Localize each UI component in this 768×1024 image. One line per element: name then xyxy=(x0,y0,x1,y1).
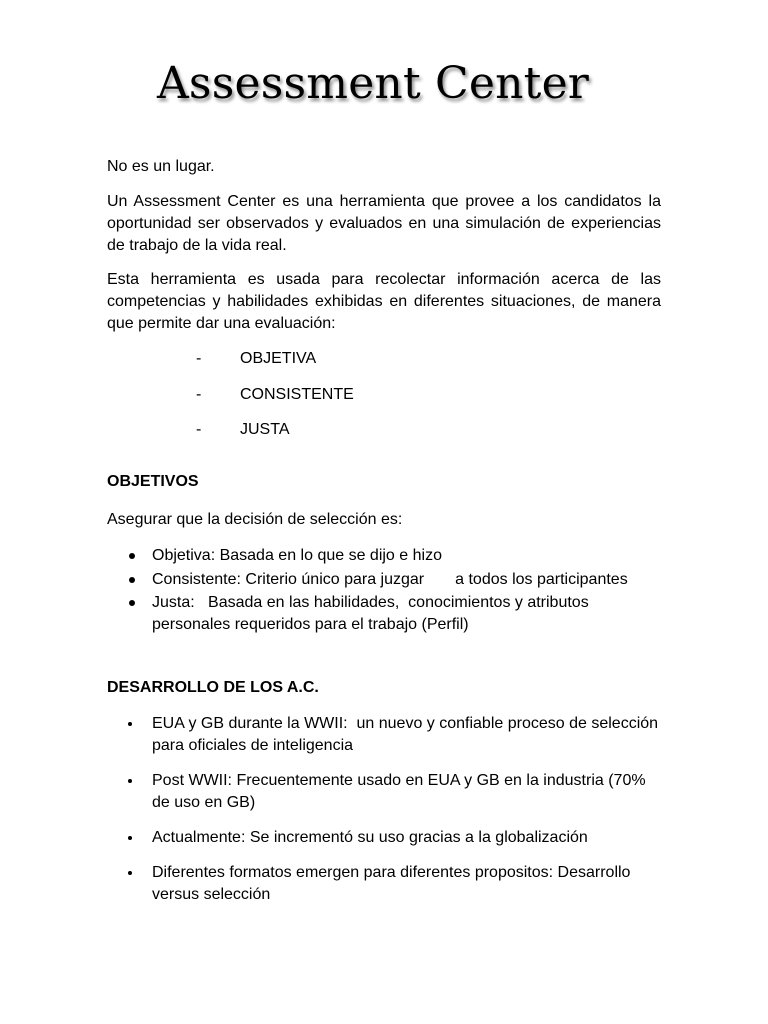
list-item xyxy=(107,862,661,906)
evaluation-item-consistente: CONSISTENTE xyxy=(240,385,354,403)
objetivo-item-text: Justa: Basada en las habilidades, conocimientos y atributos personales requeridos para el trabajo (Perfil) xyxy=(152,594,594,633)
bullet-icon xyxy=(128,779,132,783)
intro-paragraph: No es un lugar. xyxy=(107,158,215,175)
objetivo-item-text: Objetiva: Basada en lo que se dijo e hizo xyxy=(152,547,442,564)
objetivos-heading: OBJETIVOS xyxy=(107,473,199,490)
list-item xyxy=(107,384,661,406)
list-item xyxy=(107,348,661,370)
list-item xyxy=(107,419,661,441)
desarrollo-list xyxy=(107,713,661,906)
purpose-paragraph: Esta herramienta es usada para recolectar información acerca de las competencias y habilidades exhibidas en diferentes situaciones, de manera que permite dar una evaluación: xyxy=(107,271,661,332)
evaluation-list xyxy=(107,348,661,441)
dash-marker: - xyxy=(196,350,202,367)
bullet-icon xyxy=(128,722,132,726)
desarrollo-item-text: Diferentes formatos emergen para diferentes propositos: Desarrollo versus selección xyxy=(152,864,631,903)
list-item xyxy=(107,545,661,567)
bullet-icon xyxy=(128,836,132,840)
list-item xyxy=(107,592,661,636)
document-body xyxy=(107,156,661,919)
bullet-icon xyxy=(128,871,132,875)
objetivo-item-text: Consistente: Criterio único para juzgar xyxy=(152,570,425,588)
list-item xyxy=(107,569,661,591)
list-item xyxy=(107,827,661,849)
evaluation-item-justa: JUSTA xyxy=(240,421,290,438)
dash-marker: - xyxy=(196,421,202,438)
definition-paragraph: Un Assessment Center es una herramienta que provee a los candidatos la oportunidad ser observados y evaluados en una simulación de experiencias de trabajo de la vida real. xyxy=(107,193,661,254)
objetivos-lead: Asegurar que la decisión de selección es: xyxy=(107,511,403,528)
dash-marker: - xyxy=(196,385,202,403)
bullet-icon xyxy=(129,600,135,606)
bullet-icon xyxy=(129,577,135,583)
evaluation-item-objetiva: OBJETIVA xyxy=(240,350,317,367)
list-item xyxy=(107,713,661,757)
desarrollo-item-text: EUA y GB durante la WWII: un nuevo y confiable proceso de selección para oficiales de inteligencia xyxy=(152,715,663,754)
desarrollo-item-text: Actualmente: Se incrementó su uso gracias a la globalización xyxy=(152,829,588,846)
page-title: Assessment Center xyxy=(156,58,590,109)
objetivos-list xyxy=(107,545,661,636)
desarrollo-item-text: Post WWII: Frecuentemente usado en EUA y GB en la industria (70% de uso en GB) xyxy=(152,772,646,811)
bullet-icon xyxy=(129,553,135,559)
objetivo-item-text-continued: a todos los participantes xyxy=(455,570,628,588)
desarrollo-heading: DESARROLLO DE LOS A.C. xyxy=(107,679,319,696)
list-item xyxy=(107,770,661,814)
